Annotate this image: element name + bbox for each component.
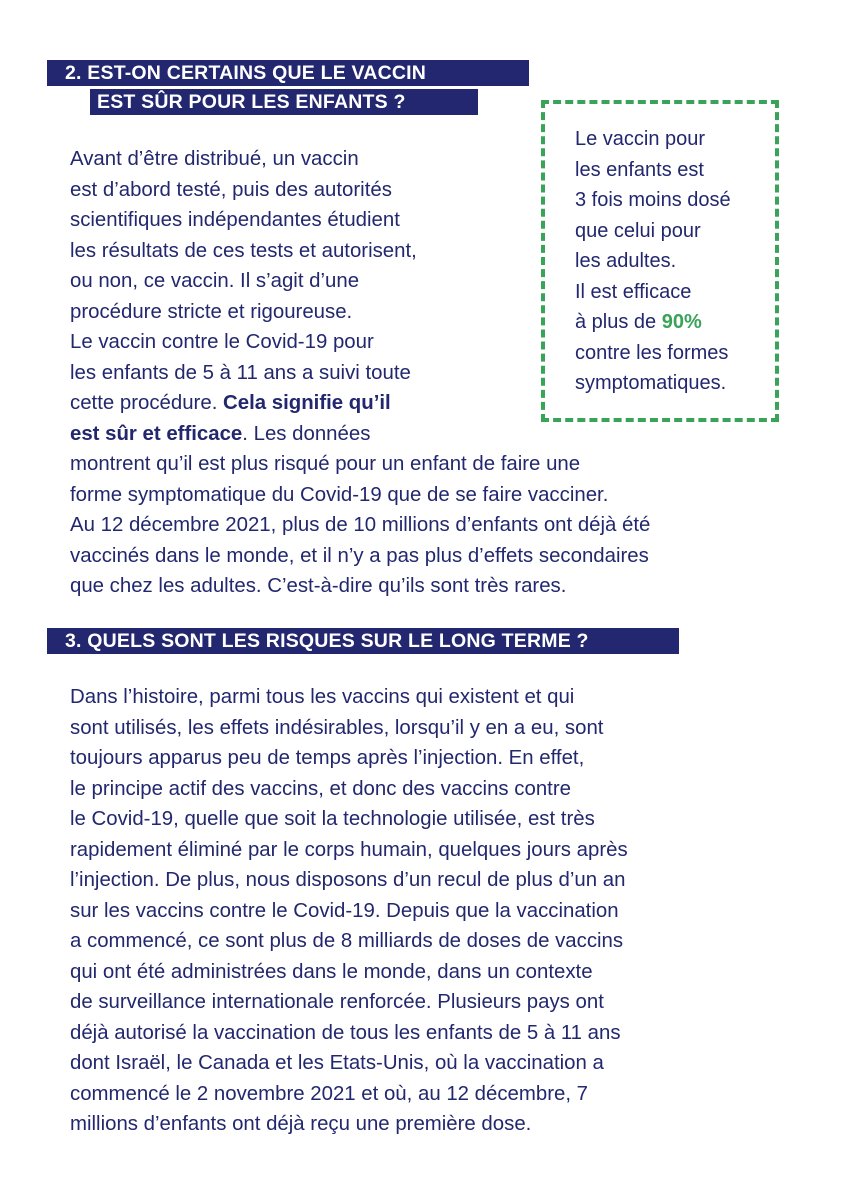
body-line: toujours apparus peu de temps après l’injection. En effet,	[70, 747, 585, 769]
body-line: Au 12 décembre 2021, plus de 10 millions d’enfants ont déjà été	[70, 514, 651, 536]
callout-text-fragment: à plus de	[575, 311, 662, 333]
body-line: scientifiques indépendantes étudient	[70, 209, 400, 231]
body-line: le principe actif des vaccins, et donc des vaccins contre	[70, 777, 571, 800]
section-3-heading: 3. QUELS SONT LES RISQUES SUR LE LONG TERME ?	[47, 628, 679, 654]
body-line: qui ont été administrées dans le monde, dans un contexte	[70, 960, 593, 983]
body-line: sont utilisés, les effets indésirables, lorsqu’il y en a eu, sont	[70, 716, 604, 739]
body-line: que chez les adultes. C’est-à-dire qu’ils sont très rares.	[70, 575, 567, 597]
body-line: procédure stricte et rigoureuse.	[70, 300, 353, 323]
section-3-body	[70, 682, 628, 1140]
dosage-callout-box	[541, 100, 779, 422]
callout-line: Il est efficace	[575, 280, 692, 303]
section-2-heading-line-1: 2. EST-ON CERTAINS QUE LE VACCIN	[47, 60, 529, 86]
emphasis-text: Cela signifie qu’il	[223, 392, 391, 414]
body-line: forme symptomatique du Covid-19 que de se faire vacciner.	[70, 483, 609, 506]
body-line: est d’abord testé, puis des autorités	[70, 178, 392, 201]
callout-line: les adultes.	[575, 250, 677, 272]
efficacy-percentage: 90%	[661, 311, 702, 333]
body-line: rapidement éliminé par le corps humain, quelques jours après	[70, 838, 628, 861]
emphasis-text: est sûr et efficace	[70, 422, 243, 445]
body-line: sur les vaccins contre le Covid-19. Depuis que la vaccination	[70, 899, 619, 922]
body-line: Le vaccin contre le Covid-19 pour	[70, 331, 374, 353]
body-line: de surveillance internationale renforcée. Plusieurs pays ont	[70, 991, 604, 1013]
callout-line: 3 fois moins dosé	[575, 189, 731, 211]
body-line: millions d’enfants ont déjà reçu une première dose.	[70, 1113, 532, 1135]
callout-line: Le vaccin pour	[575, 128, 706, 150]
body-line: a commencé, ce sont plus de 8 milliards de doses de vaccins	[70, 930, 624, 952]
body-line	[70, 419, 650, 450]
body-line: Dans l’histoire, parmi tous les vaccins qui existent et qui	[70, 686, 575, 708]
callout-text	[575, 124, 731, 399]
callout-line: que celui pour	[575, 219, 701, 242]
body-line: les résultats de ces tests et autorisent,	[70, 239, 417, 262]
body-line: l’injection. De plus, nous disposons d’un recul de plus d’un an	[70, 869, 626, 891]
body-line: le Covid-19, quelle que soit la technologie utilisée, est très	[70, 808, 595, 830]
callout-line: les enfants est	[575, 158, 704, 181]
body-line: ou non, ce vaccin. Il s’agit d’une	[70, 270, 360, 292]
body-line: les enfants de 5 à 11 ans a suivi toute	[70, 361, 411, 384]
callout-line: symptomatiques.	[575, 372, 727, 394]
body-text: . Les données	[242, 422, 371, 445]
callout-line: contre les formes	[575, 341, 729, 364]
body-line: vaccinés dans le monde, et il n’y a pas plus d’effets secondaires	[70, 544, 649, 567]
body-line: déjà autorisé la vaccination de tous les enfants de 5 à 11 ans	[70, 1021, 621, 1044]
section-2-heading-line-2: EST SÛR POUR LES ENFANTS ?	[90, 89, 478, 115]
callout-line	[575, 307, 731, 338]
body-line: Avant d’être distribué, un vaccin	[70, 148, 359, 170]
body-line: dont Israël, le Canada et les Etats-Unis, où la vaccination a	[70, 1052, 604, 1074]
body-line: montrent qu’il est plus risqué pour un enfant de faire une	[70, 453, 581, 475]
body-line: commencé le 2 novembre 2021 et où, au 12 décembre, 7	[70, 1082, 589, 1105]
body-text: cette procédure.	[70, 392, 224, 414]
